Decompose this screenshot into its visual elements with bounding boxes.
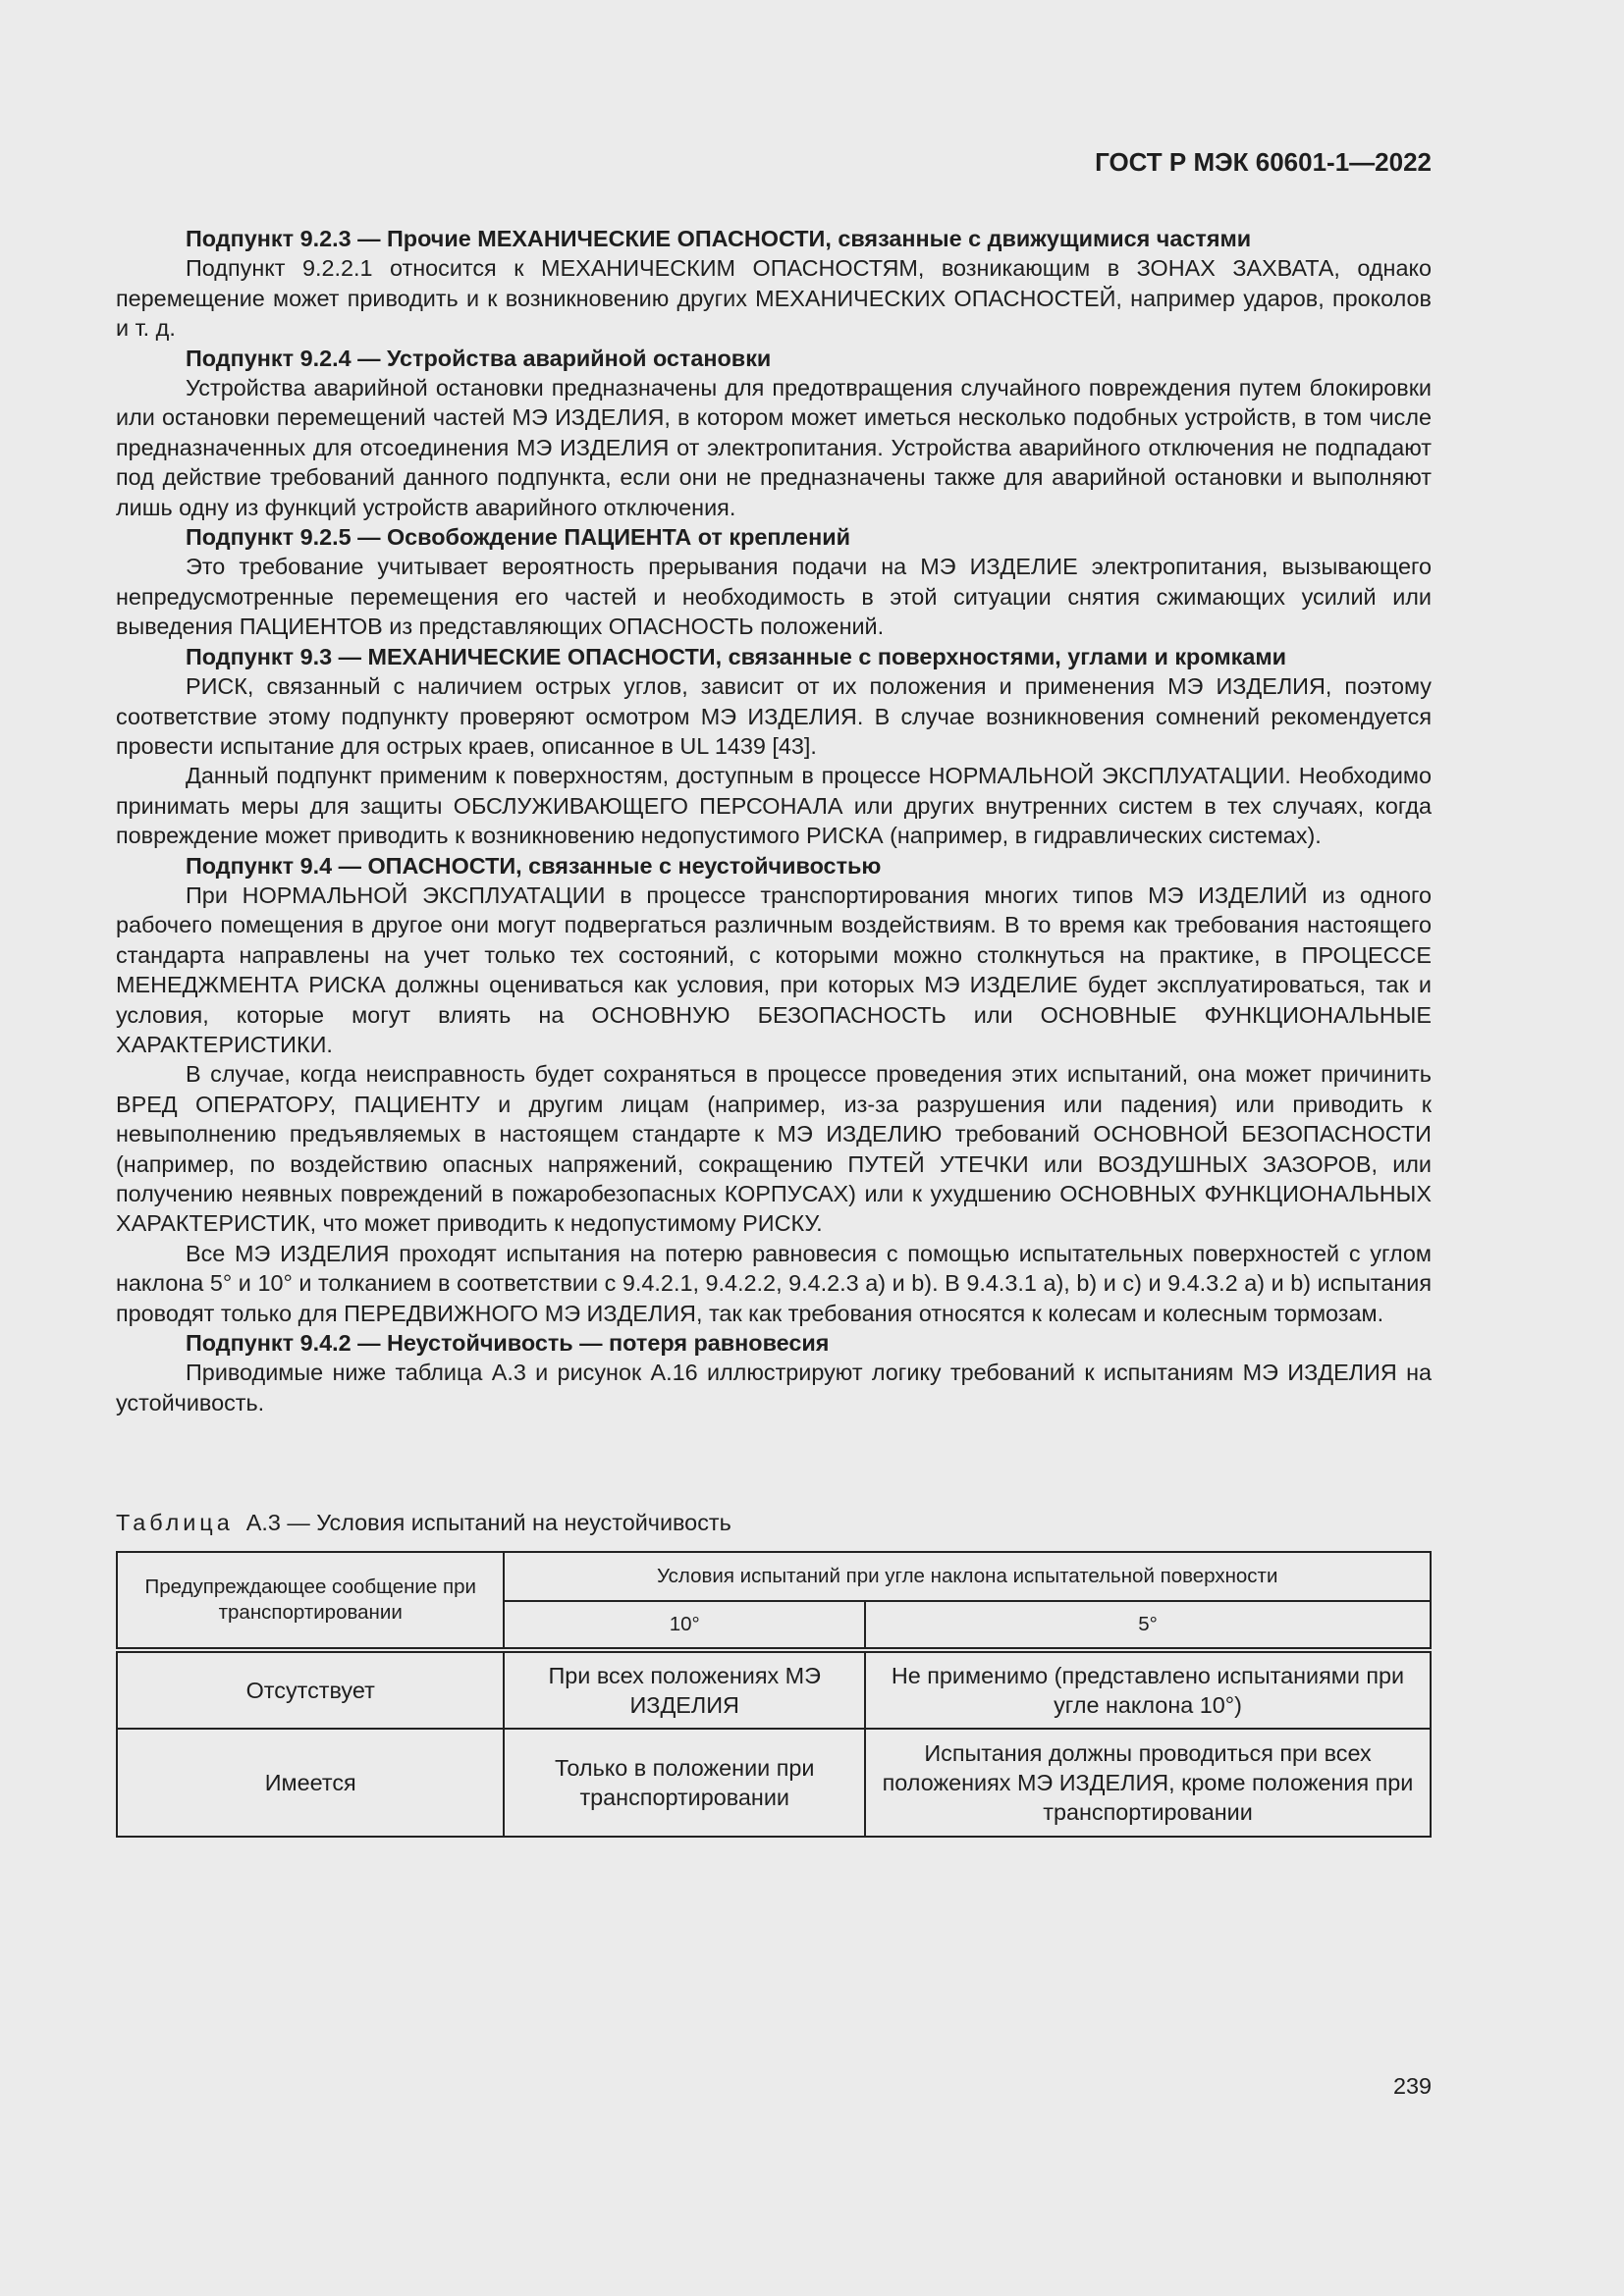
document-body <box>116 224 1432 1417</box>
table-cell-angle-10: При всех положениях МЭ ИЗДЕЛИЯ <box>504 1650 865 1729</box>
paragraph: Данный подпункт применим к поверхностям, доступным в процессе НОРМАЛЬНОЙ ЭКСПЛУАТАЦИИ. Необходимо принимать меры для защиты ОБСЛУЖИВАЮЩЕГО ПЕРСОНАЛА или других внутренних систем в тех случаях, когда повреждение может приводить к возникновению недопустимого РИСКА (например, в гидравлических системах). <box>116 763 1432 849</box>
page-number: 239 <box>1392 2073 1432 2099</box>
header-cell-angle-10: 10° <box>504 1601 865 1650</box>
table-header-row <box>117 1552 1431 1601</box>
subheading: Подпункт 9.2.3 — Прочие МЕХАНИЧЕСКИЕ ОПАСНОСТИ, связанные с движущимися частями <box>186 226 1252 251</box>
table-caption-label: Таблица <box>116 1510 234 1535</box>
table-cell-angle-10: Только в положении при транспортировании <box>504 1729 865 1837</box>
table-caption-text: А.3 — Условия испытаний на неустойчивость <box>245 1510 731 1535</box>
table-row <box>117 1650 1431 1729</box>
paragraph: Устройства аварийной остановки предназначены для предотвращения случайного повреждения путем блокировки или остановки перемещений частей МЭ ИЗДЕЛИЯ, в котором может иметься несколько подобных устройств, в том числе предназначенных для отсоединения МЭ ИЗДЕЛИЯ от электропитания. Устройства аварийного отключения не подпадают под действие требований данного подпункта, если они не предназначены также для аварийной остановки и выполняют лишь одну из функций устройств аварийного отключения. <box>116 375 1432 520</box>
table-cell-warning: Отсутствует <box>117 1650 504 1729</box>
table-cell-angle-5: Испытания должны проводиться при всех положениях МЭ ИЗДЕЛИЯ, кроме положения при транспортировании <box>865 1729 1431 1837</box>
instability-test-conditions-table <box>116 1551 1432 1838</box>
subheading: Подпункт 9.4.2 — Неустойчивость — потеря равновесия <box>186 1330 830 1357</box>
paragraph: Это требование учитывает вероятность прерывания подачи на МЭ ИЗДЕЛИЕ электропитания, вызывающего непредусмотренные перемещения его частей и необходимость в этой ситуации снятия сжимающих усилий или выведения ПАЦИЕНТОВ из представляющих ОПАСНОСТЬ положений. <box>116 554 1432 640</box>
paragraph: РИСК, связанный с наличием острых углов, зависит от их положения и применения МЭ ИЗДЕЛИЯ, поэтому соответствие этому подпункту проверяют осмотром МЭ ИЗДЕЛИЯ. В случае возникновения сомнений рекомендуется провести испытание для острых краев, описанное в UL 1439 [43]. <box>116 673 1432 759</box>
subheading: Подпункт 9.2.5 — Освобождение ПАЦИЕНТА от креплений <box>186 524 850 551</box>
table-row <box>117 1729 1431 1837</box>
paragraph: Приводимые ниже таблица А.3 и рисунок А.16 иллюстрируют логику требований к испытаниям МЭ ИЗДЕЛИЯ на устойчивость. <box>116 1360 1432 1415</box>
subheading: Подпункт 9.3 — МЕХАНИЧЕСКИЕ ОПАСНОСТИ, связанные с поверхностями, углами и кромками <box>186 643 1287 669</box>
document-header: ГОСТ Р МЭК 60601-1—2022 <box>1095 147 1432 177</box>
header-cell-conditions: Условия испытаний при угле наклона испытательной поверхности <box>504 1552 1431 1601</box>
subheading: Подпункт 9.2.4 — Устройства аварийной остановки <box>186 345 772 371</box>
paragraph: При НОРМАЛЬНОЙ ЭКСПЛУАТАЦИИ в процессе транспортирования многих типов МЭ ИЗДЕЛИЙ из одного рабочего помещения в другое они могут подвергаться различным воздействиям. В то время как требования настоящего стандарта направлены на учет только тех состояний, с которыми можно столкнуться на практике, в ПРОЦЕССЕ МЕНЕДЖМЕНТА РИСКА должны оцениваться как условия, при которых МЭ ИЗДЕЛИЕ будет эксплуатироваться, так и условия, которые могут влиять на ОСНОВНУЮ БЕЗОПАСНОСТЬ или ОСНОВНЫЕ ФУНКЦИОНАЛЬНЫЕ ХАРАКТЕРИСТИКИ. <box>116 881 1432 1057</box>
subheading: Подпункт 9.4 — ОПАСНОСТИ, связанные с неустойчивостью <box>186 852 882 879</box>
table-cell-angle-5: Не применимо (представлено испытаниями при угле наклона 10°) <box>865 1650 1431 1729</box>
paragraph: Все МЭ ИЗДЕЛИЯ проходят испытания на потерю равновесия с помощью испытательных поверхностей с углом наклона 5° и 10° и толканием в соответствии с 9.4.2.1, 9.4.2.2, 9.4.2.3 a) и b). В 9.4.3.1 a), b) и c) и 9.4.3.2 a) и b) испытания проводят только для ПЕРЕДВИЖНОГО МЭ ИЗДЕЛИЯ, так как требования относятся к колесам и колесным тормозам. <box>116 1240 1432 1326</box>
header-cell-warning: Предупреждающее сообщение при транспортировании <box>117 1552 504 1650</box>
paragraph: В случае, когда неисправность будет сохраняться в процессе проведения этих испытаний, она может причинить ВРЕД ОПЕРАТОРУ, ПАЦИЕНТУ и другим лицам (например, из-за разрушения или падения) или приводить к невыполнению предъявляемых в настоящем стандарте к МЭ ИЗДЕЛИЮ требований ОСНОВНОЙ БЕЗОПАСНОСТИ (например, по воздействию опасных напряжений, сокращению ПУТЕЙ УТЕЧКИ или ВОЗДУШНЫХ ЗАЗОРОВ, или получению неявных повреждений в пожаробезопасных КОРПУСАХ) или к ухудшению ОСНОВНЫХ ФУНКЦИОНАЛЬНЫХ ХАРАКТЕРИСТИК, что может приводить к недопустимому РИСКУ. <box>116 1061 1432 1237</box>
paragraph: Подпункт 9.2.2.1 относится к МЕХАНИЧЕСКИМ ОПАСНОСТЯМ, возникающим в ЗОНАХ ЗАХВАТА, однако перемещение может приводить и к возникновению других МЕХАНИЧЕСКИХ ОПАСНОСТЕЙ, например ударов, проколов и т. д. <box>116 255 1432 342</box>
table-cell-warning: Имеется <box>117 1729 504 1837</box>
table-caption <box>116 1508 1432 1537</box>
header-cell-angle-5: 5° <box>865 1601 1431 1650</box>
